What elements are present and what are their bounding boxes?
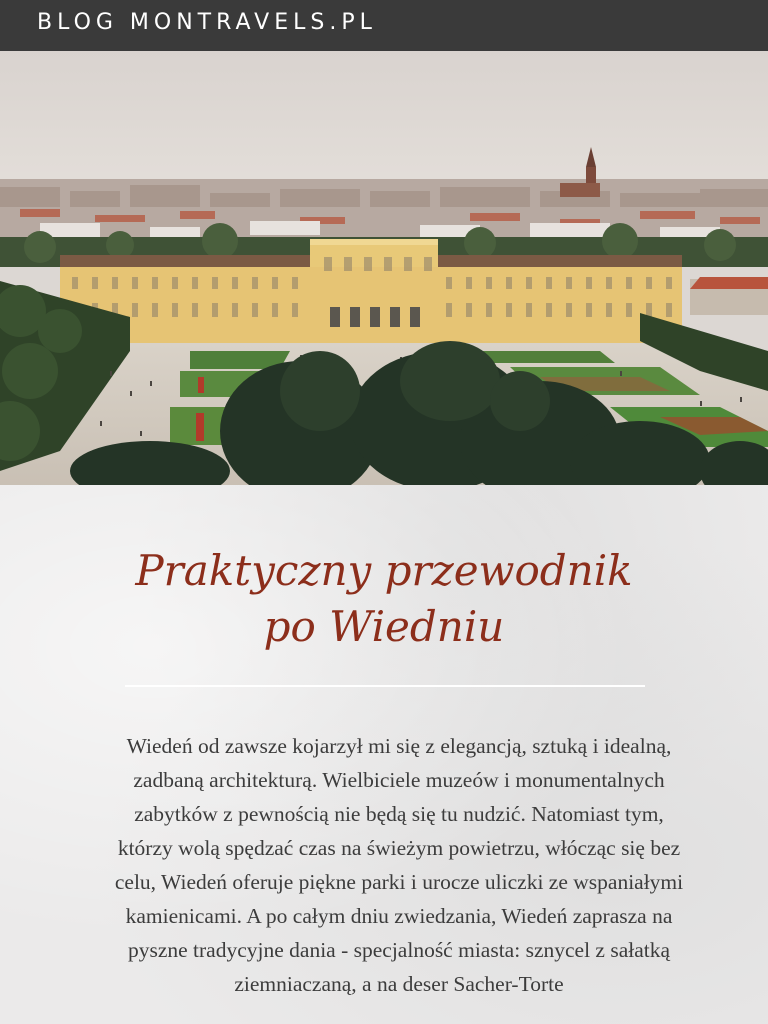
intro-line: ziemniaczaną, a na deser Sacher-Torte [234,972,564,996]
intro-line: celu, Wiedeń oferuje piękne parki i urocze uliczki ze wspaniałymi [114,870,684,894]
intro-line: zadbaną architekturą. Wielbiciele muzeów i monumentalnych [133,768,665,792]
hero-photo [0,51,768,485]
article-intro [44,729,754,1001]
intro-line: którzy wolą spędzać czas na świeżym powietrzu, włócząc się bez [117,836,681,860]
article-section [0,485,768,1024]
intro-line: pyszne tradycyjne dania - specjalność miasta: sznycel z sałatką [127,938,671,962]
blog-name[interactable]: BLOG MONTRAVELS.PL [37,10,377,35]
hero-image [0,51,768,485]
article-title-line-1: Praktyczny przewodnik [135,546,633,595]
intro-line: kamienicami. A po całym dniu zwiedzania, Wiedeń zaprasza na [125,904,673,928]
article-title [40,543,728,655]
intro-line: zabytków z pewnością nie będą się tu nudzić. Natomiast tym, [134,802,664,826]
intro-line: Wiedeń od zawsze kojarzył mi się z elegancją, sztuką i idealną, [126,734,672,758]
article-title-line-2: po Wiedniu [263,602,505,651]
top-bar [0,0,768,51]
title-divider [125,685,645,687]
